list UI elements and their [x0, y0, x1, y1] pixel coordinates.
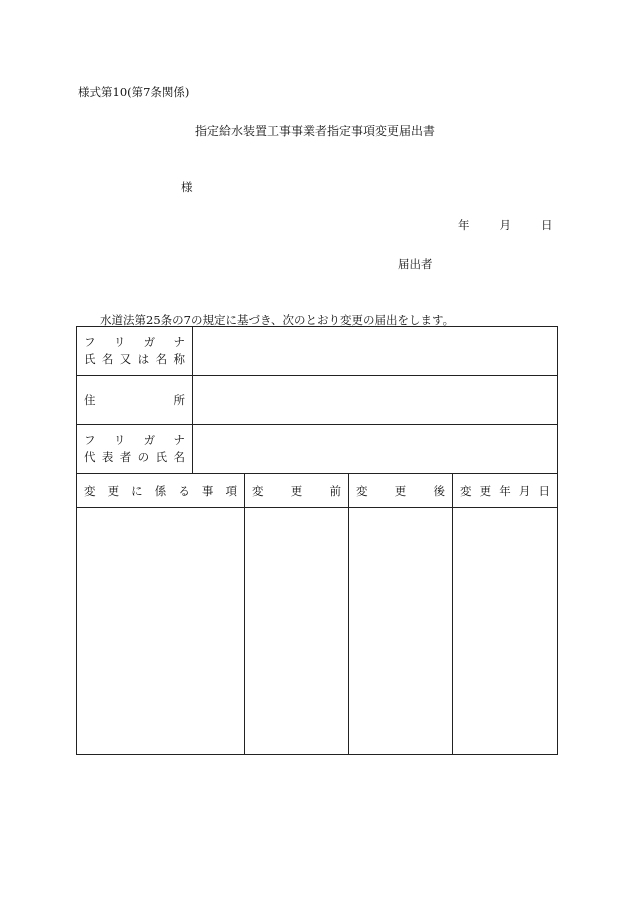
- name-field[interactable]: [193, 327, 558, 376]
- intro-text: 水道法第25条の7の規定に基づき、次のとおり変更の届出をします。: [100, 313, 455, 327]
- representative-field[interactable]: [193, 425, 558, 474]
- representative-label: 代 表 者 の 氏 名: [84, 450, 185, 464]
- header-before-change: 変 更 前: [245, 474, 349, 508]
- change-item-field[interactable]: [77, 508, 245, 755]
- notification-form-table: [76, 326, 558, 755]
- header-after-change: 変 更 後: [349, 474, 453, 508]
- header-change-item: 変 更 に 係 る 事 項: [77, 474, 245, 508]
- applicant-label: 届出者: [398, 257, 433, 271]
- change-entry-row: [77, 508, 558, 755]
- day-label: 日: [541, 218, 553, 232]
- address-row: [77, 376, 558, 425]
- address-label: 住 所: [84, 392, 185, 407]
- document-title: 指定給水装置工事事業者指定事項変更届出書: [194, 124, 435, 138]
- form-code: 様式第10(第7条関係): [78, 85, 190, 99]
- address-label-cell: [77, 376, 193, 425]
- representative-furigana: フ リ ガ ナ: [84, 433, 185, 447]
- addressee-suffix: 様: [181, 180, 193, 194]
- address-field[interactable]: [193, 376, 558, 425]
- year-label: 年: [458, 218, 470, 232]
- after-change-field[interactable]: [349, 508, 453, 755]
- change-header-row: [77, 474, 558, 508]
- name-label: 氏 名 又 は 名 称: [84, 352, 185, 366]
- month-label: 月: [499, 218, 511, 232]
- before-change-field[interactable]: [245, 508, 349, 755]
- name-row: [77, 327, 558, 376]
- change-date-field[interactable]: [453, 508, 558, 755]
- representative-label-cell: [77, 425, 193, 474]
- representative-row: [77, 425, 558, 474]
- name-furigana: フ リ ガ ナ: [84, 335, 185, 349]
- name-label-cell: [77, 327, 193, 376]
- date-line: [458, 217, 553, 233]
- header-change-date: 変 更 年 月 日: [453, 474, 558, 508]
